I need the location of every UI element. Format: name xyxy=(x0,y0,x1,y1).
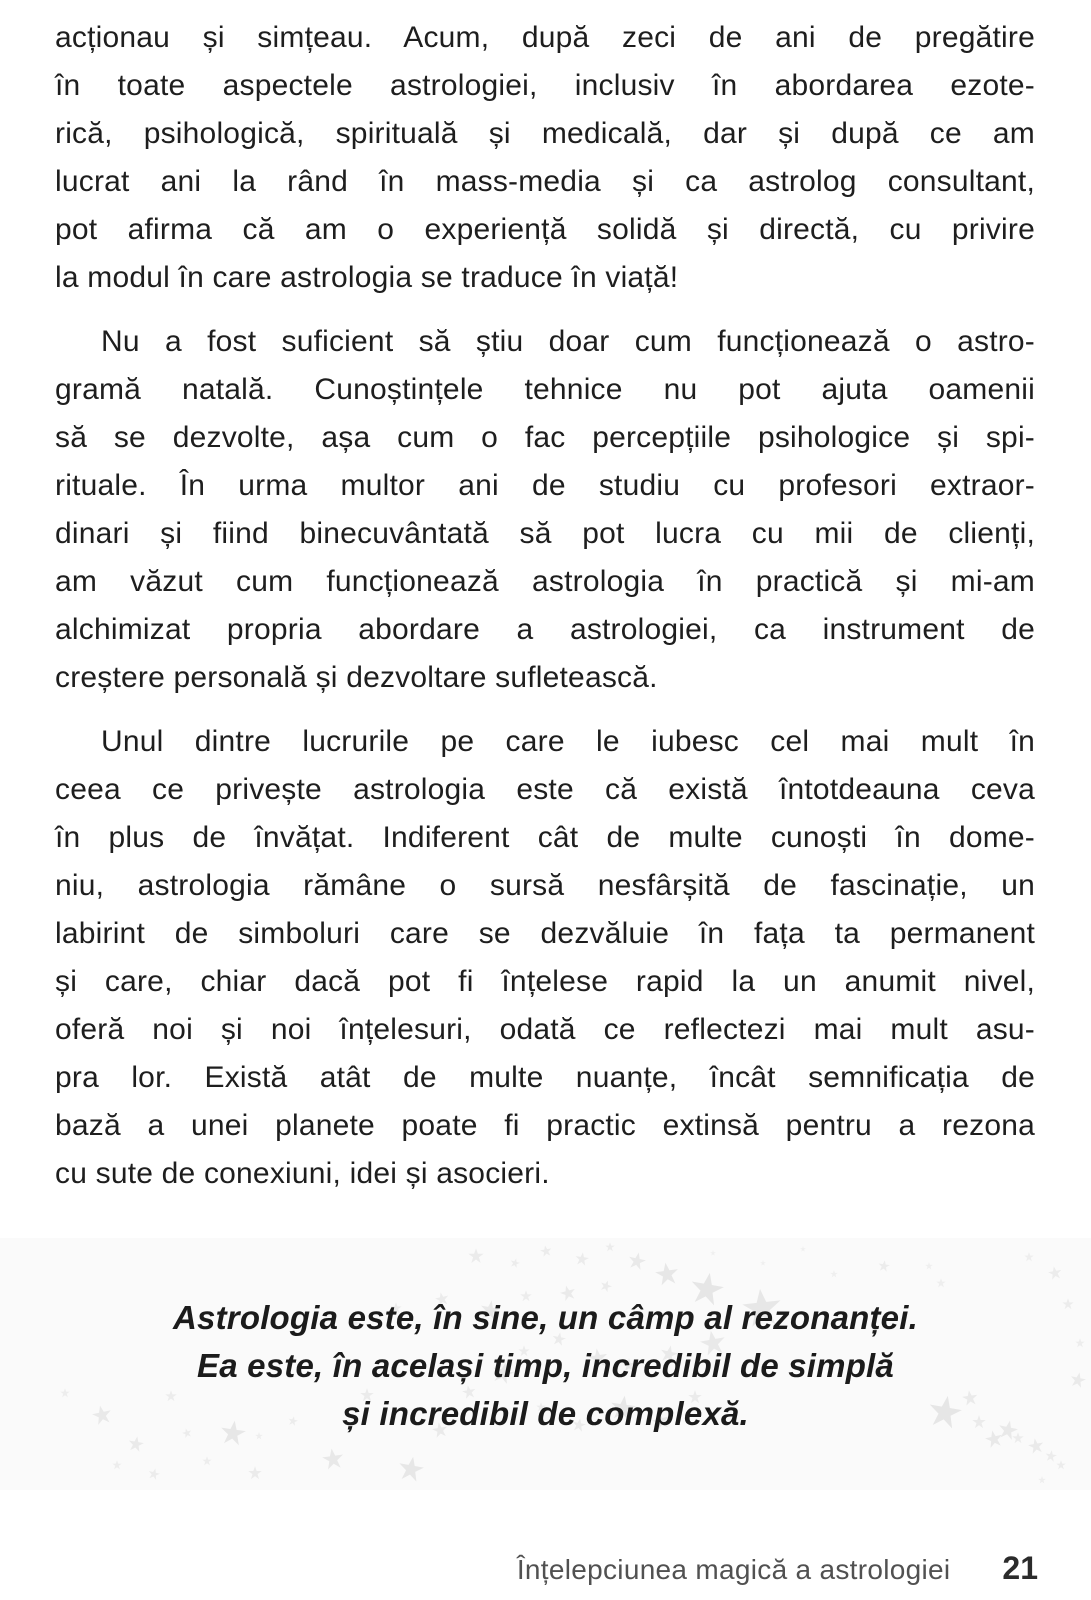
text-line: labirint de simboluri care se dezvăluie în fața ta permanent xyxy=(55,917,1035,950)
star-icon xyxy=(509,1257,521,1269)
star-icon xyxy=(1027,1437,1046,1456)
text-line: am văzut cum funcționează astrologia în practică și mi-am xyxy=(55,565,1035,598)
star-icon xyxy=(468,1248,484,1264)
star-icon xyxy=(1038,1476,1046,1484)
star-icon xyxy=(147,1467,162,1482)
text-line: alchimizat propria abordare a astrologiei, ca instrument de xyxy=(55,613,1035,646)
star-icon xyxy=(539,1244,553,1258)
quote-line: Ea este, în același timp, incredibil de simplă xyxy=(197,1347,894,1384)
star-icon xyxy=(396,1454,426,1484)
text-line: creștere personală și dezvoltare sufletească. xyxy=(55,661,658,694)
text-line: dinari și fiind binecuvântată să pot lucra cu mii de clienți, xyxy=(55,517,1035,550)
text-line: Unul dintre lucrurile pe care le iubesc cel mai mult în xyxy=(101,725,1035,758)
page-number: 21 xyxy=(1002,1550,1038,1586)
star-icon xyxy=(925,1262,933,1270)
text-line: gramă natală. Cunoștințele tehnice nu pot ajuta oamenii xyxy=(55,373,1035,406)
paragraph xyxy=(55,718,1035,1198)
text-line: în toate aspectele astrologiei, inclusiv în abordarea ezote- xyxy=(55,69,1035,102)
star-icon xyxy=(574,1251,590,1267)
star-icon xyxy=(936,1278,946,1288)
page-body-text xyxy=(55,14,1035,1214)
quote-line: și incredibil de complexă. xyxy=(342,1395,749,1432)
text-line: rituale. În urma multor ani de studiu cu profesori extraor- xyxy=(55,469,1035,502)
text-line: lucrat ani la rând în mass-media și ca astrolog consultant, xyxy=(55,165,1035,198)
text-line: ceea ce privește astrologia este că există întotdeauna ceva xyxy=(55,773,1035,806)
star-icon xyxy=(321,1447,346,1472)
text-line: în plus de învățat. Indiferent cât de multe cunoști în dome- xyxy=(55,821,1035,854)
text-line: niu, astrologia rămâne o sursă nesfârșită de fascinație, un xyxy=(55,869,1035,902)
star-icon xyxy=(877,1259,891,1273)
text-line: pot afirma că am o experiență solidă și directă, cu privire xyxy=(55,213,1035,246)
text-line: pra lor. Există atât de multe nuanțe, încât semnificația de xyxy=(55,1061,1035,1094)
text-line: acționau și simțeau. Acum, după zeci de ani de pregătire xyxy=(55,21,1035,54)
paragraph xyxy=(55,318,1035,702)
text-line: oferă noi și noi înțelesuri, odată ce reflectezi mai mult asu- xyxy=(55,1013,1035,1046)
text-line: la modul în care astrologia se traduce în viață! xyxy=(55,261,679,294)
text-line: să se dezvolte, așa cum o fac percepțiile psihologice și spi- xyxy=(55,421,1035,454)
page-footer xyxy=(517,1550,1038,1587)
star-icon xyxy=(1047,1265,1063,1281)
quote-line: Astrologia este, în sine, un câmp al rezonanței. xyxy=(173,1299,918,1336)
star-icon xyxy=(248,1466,262,1480)
text-line: și care, chiar dacă pot fi înțelese rapid la un anumit nivel, xyxy=(55,965,1035,998)
text-line: cu sute de conexiuni, idei și asocieri. xyxy=(55,1157,550,1190)
text-line: bază a unei planete poate fi practic extinsă pentru a rezona xyxy=(55,1109,1035,1142)
text-line: rică, psihologică, spirituală și medicală, dar și după ce am xyxy=(55,117,1035,150)
star-icon xyxy=(710,1250,716,1256)
star-icon xyxy=(1056,1460,1066,1470)
star-icon xyxy=(760,1260,766,1266)
star-icon xyxy=(202,1456,212,1466)
star-icon xyxy=(112,1460,122,1470)
text-line: Nu a fost suficient să știu doar cum funcționează o astro- xyxy=(101,325,1035,358)
star-icon xyxy=(653,1260,680,1287)
star-icon xyxy=(626,1250,647,1271)
star-icon xyxy=(800,1246,806,1252)
paragraph xyxy=(55,14,1035,302)
star-icon xyxy=(830,1270,838,1278)
quote-block xyxy=(0,1294,1091,1438)
star-icon xyxy=(605,1242,615,1252)
running-footer-title: Înțelepciunea magică a astrologiei xyxy=(516,1554,951,1585)
star-icon xyxy=(598,1278,613,1293)
star-icon xyxy=(1024,1252,1034,1262)
